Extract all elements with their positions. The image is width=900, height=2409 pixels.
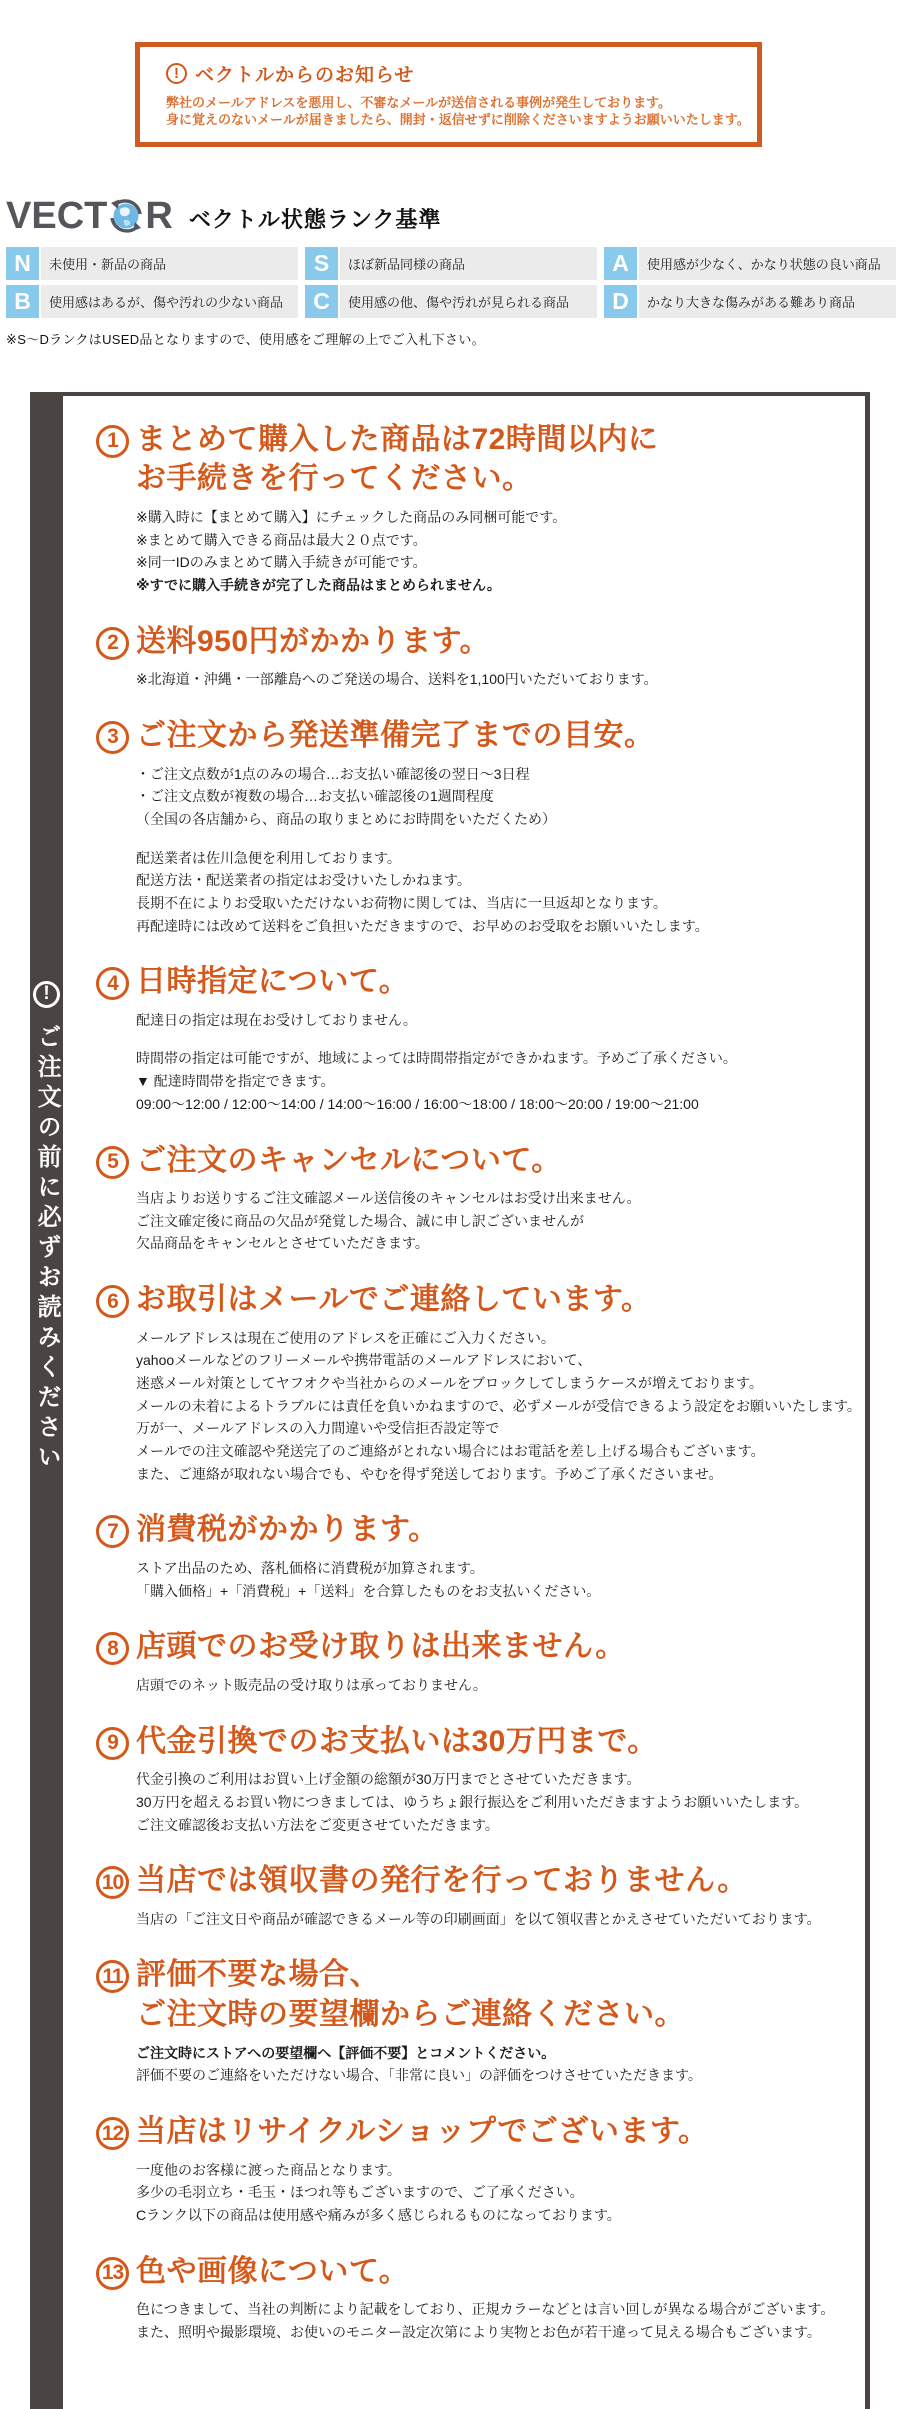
section-number-badge: 6 — [96, 1285, 129, 1318]
exclamation-circle-icon: ! — [166, 63, 187, 84]
section-number-badge: 10 — [96, 1866, 129, 1899]
section-details — [136, 1674, 857, 1697]
section — [96, 716, 857, 937]
section-detail-line: 代金引換のご利用はお買い上げ金額の総額が30万円までとさせていただきます。 — [136, 1771, 641, 1788]
section-heading — [96, 1722, 857, 1762]
rank-description: 使用感が少なく、かなり状態の良い商品 — [639, 247, 896, 280]
section-detail-line: ※北海道・沖縄・一部離島へのご発送の場合、送料を1,100円いただいております。 — [136, 671, 658, 688]
rank-letter-badge: B — [6, 285, 39, 318]
section-title-line: 日時指定について。 — [136, 965, 410, 999]
section-detail-line: ※購入時に【まとめて購入】にチェックした商品のみ同梱可能です。 — [136, 508, 567, 525]
section-detail-line: ご注文時にストアへの要望欄へ【評価不要】とコメントください。 — [136, 2044, 556, 2061]
section-detail-line: 30万円を超えるお買い物につきましては、ゆうちょ銀行振込をご利用いただきますようお願いいたします。 — [136, 1793, 809, 1810]
section-heading — [96, 1861, 857, 1901]
section-detail-line: 長期不在によりお受取いただけないお荷物に関しては、当店に一旦返却となります。 — [136, 894, 667, 911]
section-details — [136, 2298, 857, 2343]
section-number-badge: 3 — [96, 721, 129, 754]
section-detail-line: 評価不要のご連絡をいただけない場合、「非常に良い」の評価をつけさせていただきます。 — [136, 2067, 702, 2084]
section-details — [136, 1768, 857, 1836]
rank-item — [604, 247, 896, 280]
order-notes-frame — [30, 392, 870, 2409]
section-detail-line: Cランク以下の商品は使用感や痛みが多く感じられるものになっております。 — [136, 2206, 621, 2223]
section-detail-line: ストア出品のため、落札価格に消費税が加算されます。 — [136, 1560, 484, 1576]
section-detail-line: 多少の毛羽立ち・毛玉・ほつれ等もございますので、ご了承ください。 — [136, 2184, 584, 2201]
section-detail-line: 万が一、メールアドレスの入力間違いや受信拒否設定等で — [136, 1420, 500, 1437]
section-details — [136, 2042, 857, 2087]
section-title-line: ご注文から発送準備完了までの目安。 — [136, 718, 655, 752]
rank-standards-title: ベクトル状態ランク基準 — [188, 207, 442, 233]
section-detail-line: 一度他のお客様に渡った商品となります。 — [136, 2161, 401, 2178]
section-details — [136, 1327, 861, 1486]
section-title — [136, 420, 658, 499]
notice-title: ベクトルからのお知らせ — [195, 65, 415, 86]
section-details — [136, 1187, 857, 1255]
rank-description: 未使用・新品の商品 — [41, 247, 298, 280]
section-title-line: ご注文時の要望欄からご連絡ください。 — [136, 1998, 685, 2032]
section-detail-line: 迷惑メール対策としてヤフオクや当社からのメールをブロックしてしまうケースが増えております。 — [136, 1375, 763, 1392]
section-detail-line: ご注文確認後お支払い方法をご変更させていただきます。 — [136, 1816, 499, 1833]
section-heading — [96, 622, 857, 662]
rank-note: ※S〜DランクはUSED品となりますので、使用感をご理解の上でご入札下さい。 — [6, 331, 485, 347]
section-title-line: 色や画像について。 — [136, 2254, 410, 2288]
section-title-line: 評価不要な場合、 — [136, 1958, 380, 1992]
store-notice-box — [135, 42, 762, 147]
section-detail-line: また、照明や撮影環境、お使いのモニター設定次第により実物とお色が若干違って見える場合もございます。 — [136, 2323, 821, 2340]
section-title — [136, 716, 655, 756]
notice-line: 身に覚えのないメールが届きましたら、開封・返信せずに削除くださいますようお願いいたします。 — [166, 111, 750, 127]
rank-item — [604, 285, 896, 318]
section-title-line: 当店では領収書の発行を行っておりません。 — [136, 1864, 748, 1898]
section-number-badge: 2 — [96, 627, 129, 660]
rank-description: 使用感はあるが、傷や汚れの少ない商品 — [41, 285, 298, 318]
section-title — [136, 1280, 652, 1320]
detail-spacer — [136, 831, 857, 847]
globe-icon — [108, 198, 144, 234]
section-details — [136, 506, 857, 597]
section-title-line: お取引はメールでご連絡しています。 — [136, 1283, 652, 1317]
section-detail-line: ご注文確定後に商品の欠品が発覚した場合、誠に申し訳ございませんが — [136, 1212, 584, 1229]
section-heading — [96, 962, 857, 1002]
section-title — [136, 962, 409, 1002]
section-detail-line: 09:00〜12:00 / 12:00〜14:00 / 14:00〜16:00 / 16:00〜18:00 / 18:00〜20:00 / 19:00〜21:00 — [136, 1095, 699, 1112]
section-title-line: 消費税がかかります。 — [136, 1513, 439, 1547]
notice-title-row — [166, 60, 747, 87]
section-detail-line: 店頭でのネット販売品の受け取りは承っておりません。 — [136, 1676, 487, 1693]
section — [96, 420, 857, 597]
rank-description: 使用感の他、傷や汚れが見られる商品 — [340, 285, 597, 318]
section-detail-line: 配送業者は佐川急便を利用しております。 — [136, 849, 401, 866]
exclamation-circle-icon: ! — [33, 981, 60, 1008]
rank-description: かなり大きな傷みがある難あり商品 — [639, 285, 896, 318]
section-heading — [96, 1627, 857, 1667]
section-title — [136, 1510, 439, 1550]
rank-letter-badge: A — [604, 247, 637, 280]
section — [96, 1627, 857, 1696]
section — [96, 622, 857, 691]
section — [96, 1510, 857, 1602]
section-heading — [96, 420, 857, 499]
section — [96, 1280, 861, 1485]
section-number-badge: 9 — [96, 1727, 129, 1760]
section-heading — [96, 2112, 857, 2152]
section — [96, 1722, 857, 1837]
section-details — [136, 1557, 857, 1602]
vertical-sidebar — [30, 396, 63, 2409]
section-details — [136, 668, 857, 691]
rank-letter-badge: S — [305, 247, 338, 280]
section-heading — [96, 1280, 857, 1320]
section — [96, 1861, 857, 1930]
section-detail-line: 当店よりお送りするご注文確認メール送信後のキャンセルはお受け出来ません。 — [136, 1190, 641, 1207]
rank-item — [305, 247, 597, 280]
section-detail-line: 再配達時には改めて送料をご負担いただきますので、お早めのお受取をお願いいたします。 — [136, 917, 709, 934]
section-detail-line: 配達日の指定は現在お受けしておりません。 — [136, 1011, 417, 1028]
rank-item — [305, 285, 597, 318]
section — [96, 1955, 857, 2087]
section-number-badge: 7 — [96, 1515, 129, 1548]
section-number-badge: 1 — [96, 425, 129, 458]
section-details — [136, 1009, 857, 1116]
rank-letter-badge: C — [305, 285, 338, 318]
section-number-badge: 5 — [96, 1146, 129, 1179]
section — [96, 962, 857, 1115]
section-detail-line: ※すでに購入手続きが完了した商品はまとめられません。 — [136, 576, 501, 593]
section-detail-line: メールアドレスは現在ご使用のアドレスを正確にご入力ください。 — [136, 1329, 555, 1346]
section-detail-line: yahooメールなどのフリーメールや携帯電話のメールアドレスにおいて、 — [136, 1352, 592, 1369]
section-number-badge: 4 — [96, 967, 129, 1000]
notice-body — [166, 95, 750, 129]
section-title-line: 店頭でのお受け取りは出来ません。 — [136, 1630, 626, 1664]
section-detail-line: ▼ 配達時間帯を指定できます。 — [136, 1073, 335, 1090]
section-details — [136, 2159, 857, 2227]
section-detail-line: ※まとめて購入できる商品は最大２０点です。 — [136, 531, 427, 548]
rank-letter-badge: N — [6, 247, 39, 280]
section-detail-line: また、ご連絡が取れない場合でも、やむを得ず発送しております。予めご了承くださいませ。 — [136, 1465, 723, 1482]
section-title — [136, 1722, 658, 1762]
rank-description: ほぼ新品同様の商品 — [340, 247, 597, 280]
section-detail-line: 配送方法・配送業者の指定はお受けいたしかねます。 — [136, 872, 471, 889]
detail-spacer — [136, 1031, 857, 1047]
section-detail-line: 「購入価格」+「消費税」+「送料」を合算したものをお支払いください。 — [136, 1582, 601, 1599]
section-number-badge: 8 — [96, 1632, 129, 1665]
notice-line: 弊社のメールアドレスを悪用し、不審なメールが送信される事例が発生しております。 — [166, 95, 672, 110]
section-title-line: 当店はリサイクルショップでございます。 — [136, 2115, 709, 2149]
section-detail-line: メールでの注文確認や発送完了のご連絡がとれない場合にはお電話を差し上げる場合もございます。 — [136, 1443, 765, 1460]
section-heading — [96, 1955, 857, 2034]
section-title — [136, 1955, 685, 2034]
section-title — [136, 1141, 562, 1181]
section-title-line: ご注文のキャンセルについて。 — [136, 1143, 562, 1177]
section-heading — [96, 1510, 857, 1550]
section-number-badge: 12 — [96, 2117, 129, 2150]
section-title — [136, 1627, 626, 1667]
section-title-line: お手続きを行ってください。 — [136, 462, 533, 496]
section-heading — [96, 716, 857, 756]
rank-table — [6, 247, 896, 318]
section-detail-line: （全国の各店舗から、商品の取りまとめにお時間をいただくため） — [136, 810, 556, 827]
section-details — [136, 1908, 857, 1931]
section-title — [136, 622, 490, 662]
section-title — [136, 1861, 748, 1901]
section-details — [136, 763, 857, 938]
section-title — [136, 2112, 708, 2152]
section-detail-line: 時間帯の指定は可能ですが、地域によっては時間帯指定ができかねます。予めご了承ください。 — [136, 1050, 737, 1067]
section-heading — [96, 1141, 857, 1181]
order-notes-content — [63, 396, 865, 2409]
section — [96, 2252, 857, 2344]
section-number-badge: 13 — [96, 2257, 129, 2290]
logo-text-left: VECT — [6, 194, 108, 237]
rank-item — [6, 285, 298, 318]
logo-text-right: R — [145, 194, 173, 237]
rank-letter-badge: D — [604, 285, 637, 318]
section-detail-line: 色につきまして、当社の判断により記載をしており、正規カラーなどとは言い回しが異なる場合がございます。 — [136, 2301, 835, 2318]
section-detail-line: 当店の「ご注文日や商品が確認できるメール等の印刷画面」を以て領収書とかえさせていただいております。 — [136, 1910, 821, 1927]
rank-item — [6, 247, 298, 280]
section-detail-line: ※同一IDのみまとめて購入手続きが可能です。 — [136, 554, 427, 571]
sidebar-vertical-text: ご注文の前に必ずお読みください — [33, 1023, 61, 1474]
section — [96, 2112, 857, 2227]
section — [96, 1141, 857, 1256]
section-title-line: 代金引換でのお支払いは30万円まで。 — [136, 1724, 658, 1758]
section-number-badge: 11 — [96, 1960, 129, 1993]
section-detail-line: ・ご注文点数が1点のみの場合…お支払い確認後の翌日〜3日程 — [136, 765, 530, 782]
section-detail-line: 欠品商品をキャンセルとさせていただきます。 — [136, 1235, 429, 1252]
section-title-line: 送料950円がかかります。 — [136, 624, 491, 658]
vector-logo — [6, 194, 173, 237]
section-detail-line: ・ご注文点数が複数の場合…お支払い確認後の1週間程度 — [136, 788, 494, 805]
rank-header — [6, 194, 896, 237]
section-title-line: まとめて購入した商品は72時間以内に — [136, 422, 659, 456]
rank-standards — [6, 194, 896, 348]
section-detail-line: メールの未着によるトラブルには責任を負いかねますので、必ずメールが受信できるよう設定をお願いいたします。 — [136, 1397, 861, 1414]
